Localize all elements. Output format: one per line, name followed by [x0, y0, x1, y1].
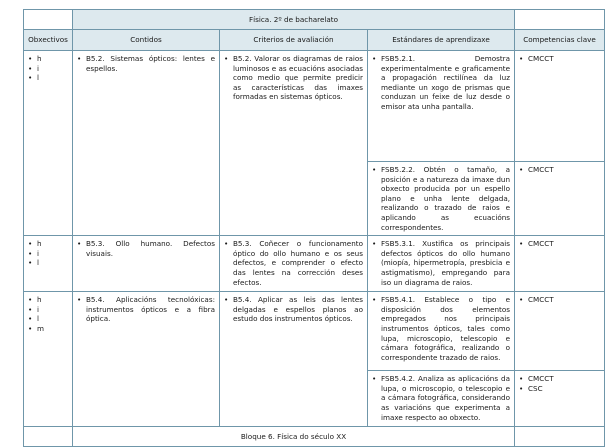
table-row	[24, 292, 605, 371]
table-title-spacer-right	[515, 10, 605, 30]
table-title: Física. 2º de bacharelato	[73, 10, 515, 30]
table-title-row	[24, 10, 605, 30]
header-contents: Contidos	[73, 30, 220, 51]
standard-cell	[368, 51, 515, 162]
header-competences: Competencias clave	[515, 30, 605, 51]
standard-item: • FSB5.4.1. Establece o tipo e disposición dos elementos empregados nos principais instrumentos ópticos, tales como lupa, microscopio, telescopio e cámara fotográfica, realizando o correspondente trazado de raios.	[372, 295, 510, 362]
competence-item: • CMCCT	[519, 165, 600, 175]
table-title-spacer	[24, 10, 73, 30]
objectives-list	[28, 295, 68, 333]
header-criteria: Criterios de avaliación	[220, 30, 368, 51]
content-cell	[73, 236, 220, 292]
standard-item: • FSB5.4.2. Analiza as aplicacións da lupa, o microscopio, o telescopio e a cámara fotográfica, considerando as variacións que experimenta a imaxe respecto ao obxecto.	[372, 374, 510, 422]
content-item: • B5.3. Ollo humano. Defectos visuais.	[77, 239, 215, 258]
competence-cell	[515, 51, 605, 162]
content-item: • B5.2. Sistemas ópticos: lentes e espellos.	[77, 54, 215, 73]
competence-item: • CMCCT	[519, 54, 600, 64]
objective-item: • i	[28, 305, 68, 315]
footer-row	[24, 427, 605, 447]
header-row	[24, 30, 605, 51]
objectives-list	[28, 54, 68, 83]
standard-cell	[368, 236, 515, 292]
curriculum-table	[23, 9, 605, 447]
criterion-item: • B5.3. Coñecer o funcionamento óptico do ollo humano e os seus defectos, e comprender o efecto das lentes na corrección deses efectos.	[224, 239, 363, 287]
competence-item: • CSC	[519, 384, 600, 394]
objective-item: • i	[28, 249, 68, 259]
content-cell	[73, 292, 220, 427]
competence-item: • CMCCT	[519, 374, 600, 384]
competence-item: • CMCCT	[519, 295, 600, 305]
competence-cell	[515, 236, 605, 292]
standard-item: • FSB5.3.1. Xustifica os principais defectos ópticos do ollo humano (miopía, hipermetropía, presbicia e astigmatismo), empregando para iso un diagrama de raios.	[372, 239, 510, 287]
standard-item: • FSB5.2.1. Demostra experimentalmente e graficamente a propagación rectilínea da luz mediante un xogo de prismas que conduzan un feixe de luz desde o emisor ata unha pantalla.	[372, 54, 510, 112]
objectives-cell	[24, 292, 73, 427]
criterion-cell	[220, 236, 368, 292]
criterion-cell	[220, 292, 368, 427]
objectives-list	[28, 239, 68, 268]
content-item: • B5.4. Aplicacións tecnolóxicas: instrumentos ópticos e a fibra óptica.	[77, 295, 215, 324]
standard-item: • FSB5.2.2. Obtén o tamaño, a posición e a natureza da imaxe dun obxecto producida por un espello plano e unha lente delgada, realizando o trazado de raios e aplicando as ecuacións correspondentes.	[372, 165, 510, 232]
objective-item: • h	[28, 295, 68, 305]
objective-item: • i	[28, 64, 68, 74]
objective-item: • l	[28, 73, 68, 83]
standard-cell	[368, 371, 515, 427]
standard-cell	[368, 292, 515, 371]
objectives-cell	[24, 236, 73, 292]
table-row	[24, 51, 605, 162]
objective-item: • h	[28, 54, 68, 64]
criterion-item: • B5.2. Valorar os diagramas de raios luminosos e as ecuacións asociadas como medio que permite predicir as características das imaxes formadas en sistemas ópticos.	[224, 54, 363, 102]
header-standards: Estándares de aprendizaxe	[368, 30, 515, 51]
criterion-item: • B5.4. Aplicar as leis das lentes delgadas e espellos planos ao estudo dos instrumentos ópticos.	[224, 295, 363, 324]
objective-item: • l	[28, 314, 68, 324]
standard-cell	[368, 162, 515, 236]
table-row	[24, 236, 605, 292]
footer-spacer	[24, 427, 73, 447]
header-objectives: Obxectivos	[24, 30, 73, 51]
objectives-cell	[24, 51, 73, 236]
objective-item: • h	[28, 239, 68, 249]
footer-spacer-right	[515, 427, 605, 447]
objective-item: • l	[28, 258, 68, 268]
competence-cell	[515, 162, 605, 236]
content-cell	[73, 51, 220, 236]
competence-cell	[515, 371, 605, 427]
objective-item: • m	[28, 324, 68, 334]
criterion-cell	[220, 51, 368, 236]
block-heading: Bloque 6. Física do século XX	[73, 427, 515, 447]
competence-cell	[515, 292, 605, 371]
competence-item: • CMCCT	[519, 239, 600, 249]
